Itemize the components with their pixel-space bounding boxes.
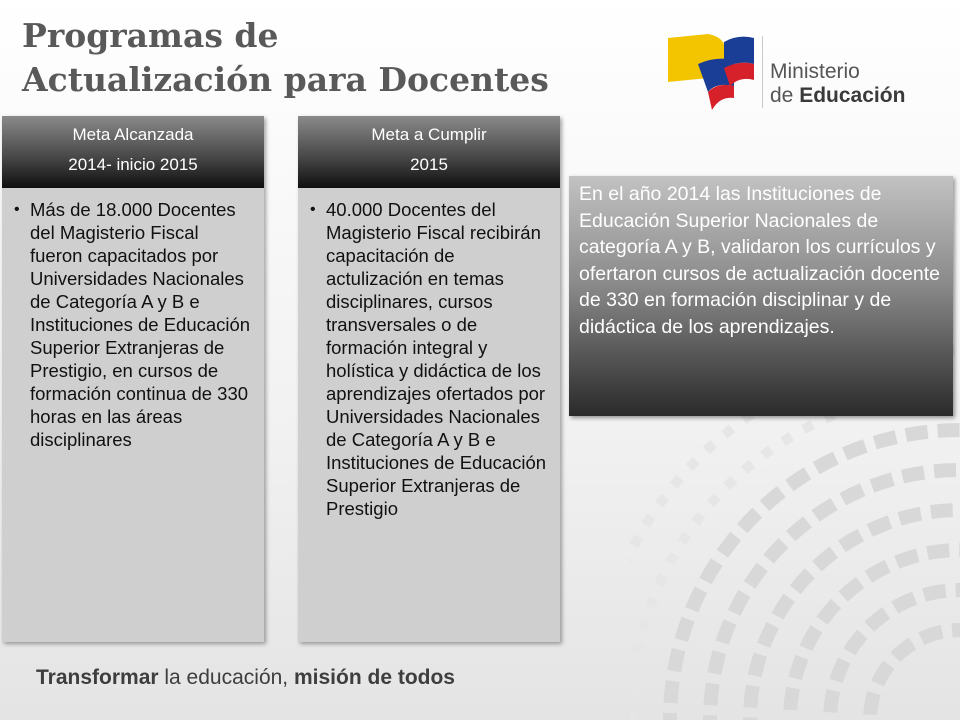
- logo-line-2: [770, 84, 905, 108]
- meta-cumplir-period: 2015: [410, 155, 448, 174]
- ecuador-flag-icon: [668, 34, 760, 112]
- meta-cumplir-panel: [298, 116, 560, 642]
- title-line-2: Actualización para Docentes: [22, 60, 549, 99]
- meta-alcanzada-body: [2, 188, 264, 642]
- slogan-part-2: la educación,: [158, 666, 294, 689]
- footer-slogan: [36, 666, 455, 690]
- meta-alcanzada-panel: [2, 116, 264, 642]
- meta-alcanzada-title: Meta Alcanzada: [72, 125, 194, 144]
- meta-cumplir-header: [298, 116, 560, 188]
- summary-note: En el año 2014 las Instituciones de Educación Superior Nacionales de categoría A y B, validaron los currículos y ofertaron cursos de actualización docente de 330 en formación disciplinar y de didáctica de los aprendizajes.: [569, 176, 953, 416]
- logo-prefix: de: [770, 84, 800, 107]
- title-line-1: Programas de: [22, 16, 279, 55]
- slogan-part-3: misión de todos: [293, 666, 455, 689]
- logo-line-1: Ministerio: [770, 60, 860, 83]
- logo-bold: Educación: [799, 84, 906, 107]
- slogan-part-1: Transformar: [36, 666, 159, 689]
- bullet-icon: •: [310, 201, 316, 218]
- meta-cumplir-body: [298, 188, 560, 642]
- meta-alcanzada-text: Más de 18.000 Docentes del Magisterio Fiscal fueron capacitados por Universidades Nacionales de Categoría A y B e Instituciones de Educación Superior Extranjeras de Prestigio, en cursos de formación continua de 330 horas en las áreas disciplinares: [30, 199, 251, 450]
- page-title: [22, 14, 549, 102]
- meta-cumplir-title: Meta a Cumplir: [371, 125, 487, 144]
- meta-cumplir-text: 40.000 Docentes del Magisterio Fiscal recibirán capacitación de actulización en temas disciplinares, cursos transversales o de formación integral y holística y didáctica de los aprendizajes ofertados por Universidades Nacionales de Categoría A y B e Instituciones de Educación Superior Extranjeras de Prestigio: [326, 199, 547, 519]
- bullet-icon: •: [14, 201, 20, 218]
- meta-alcanzada-period: 2014- inicio 2015: [68, 155, 198, 174]
- meta-alcanzada-header: [2, 116, 264, 188]
- logo-text: [770, 60, 905, 108]
- logo-divider: [762, 36, 763, 108]
- ministerio-logo: [668, 34, 918, 114]
